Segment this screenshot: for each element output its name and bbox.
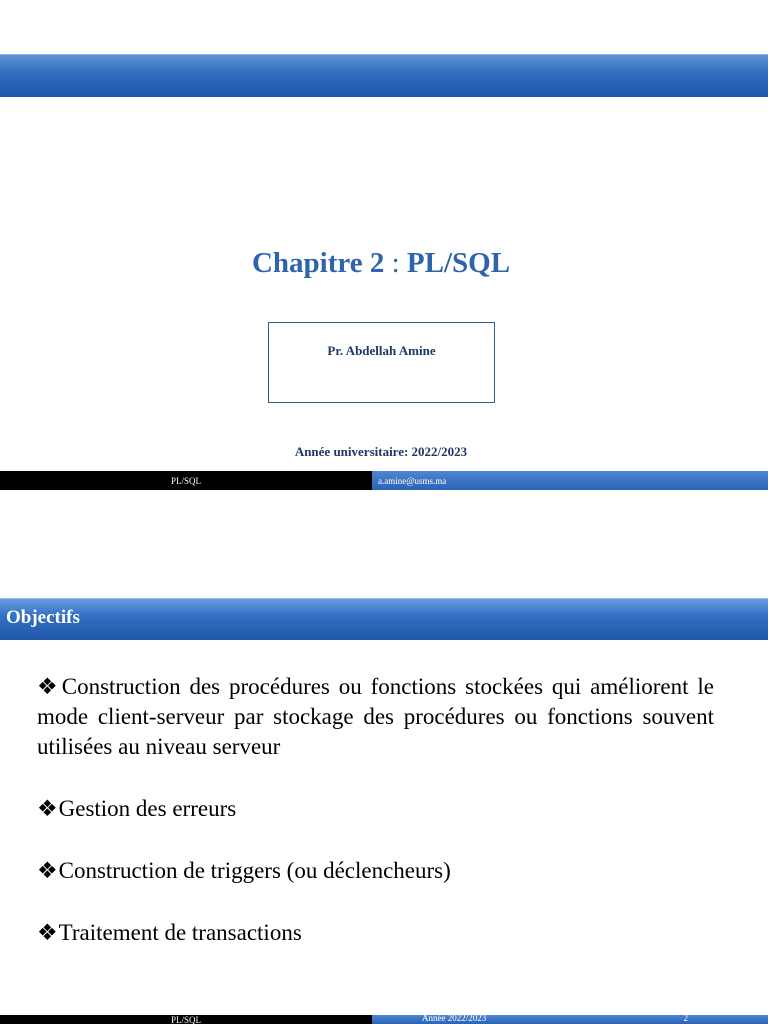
author-box	[268, 322, 495, 403]
bullet-text: Construction de triggers (ou déclencheurs)	[58, 858, 451, 883]
objectives-heading: Objectifs	[6, 607, 80, 628]
footer-email: a.amine@usms.ma	[372, 471, 768, 490]
page-number: 2	[683, 1015, 688, 1023]
footer-right	[372, 1015, 768, 1024]
bullet-text: Traitement de transactions	[58, 920, 302, 945]
title-separator: :	[384, 247, 407, 279]
bullet-list	[37, 672, 714, 980]
footer-course: PL/SQL	[0, 1015, 372, 1024]
title-main: Chapitre 2	[251, 247, 385, 279]
author-name: Pr. Abdellah Amine	[327, 343, 436, 358]
footer-course: PL/SQL	[0, 471, 372, 490]
diamond-bullet-icon: ❖	[37, 796, 58, 821]
slide-footer	[0, 1015, 768, 1024]
bullet-text: Gestion des erreurs	[58, 796, 237, 821]
bullet-item	[37, 672, 714, 762]
footer-year: Année 2022/2023	[422, 1015, 487, 1023]
academic-year: Année universitaire: 2022/2023	[294, 444, 468, 459]
bullet-item	[37, 918, 714, 948]
title-sub: PL/SQL	[406, 247, 511, 279]
slide-objectives	[0, 512, 768, 1024]
bullet-text: Construction des procédures ou fonctions stockées qui améliorent le mode client-serveur par stockage des procédures ou fonctions souvent utilisées au niveau serveur	[37, 674, 714, 759]
top-band	[0, 54, 768, 97]
diamond-bullet-icon: ❖	[37, 674, 61, 699]
header-band	[0, 598, 768, 640]
bullet-item	[37, 794, 714, 824]
bullet-item	[37, 856, 714, 886]
diamond-bullet-icon: ❖	[37, 858, 58, 883]
diamond-bullet-icon: ❖	[37, 920, 58, 945]
slide-footer	[0, 471, 768, 490]
slide-title-heading	[0, 247, 762, 280]
